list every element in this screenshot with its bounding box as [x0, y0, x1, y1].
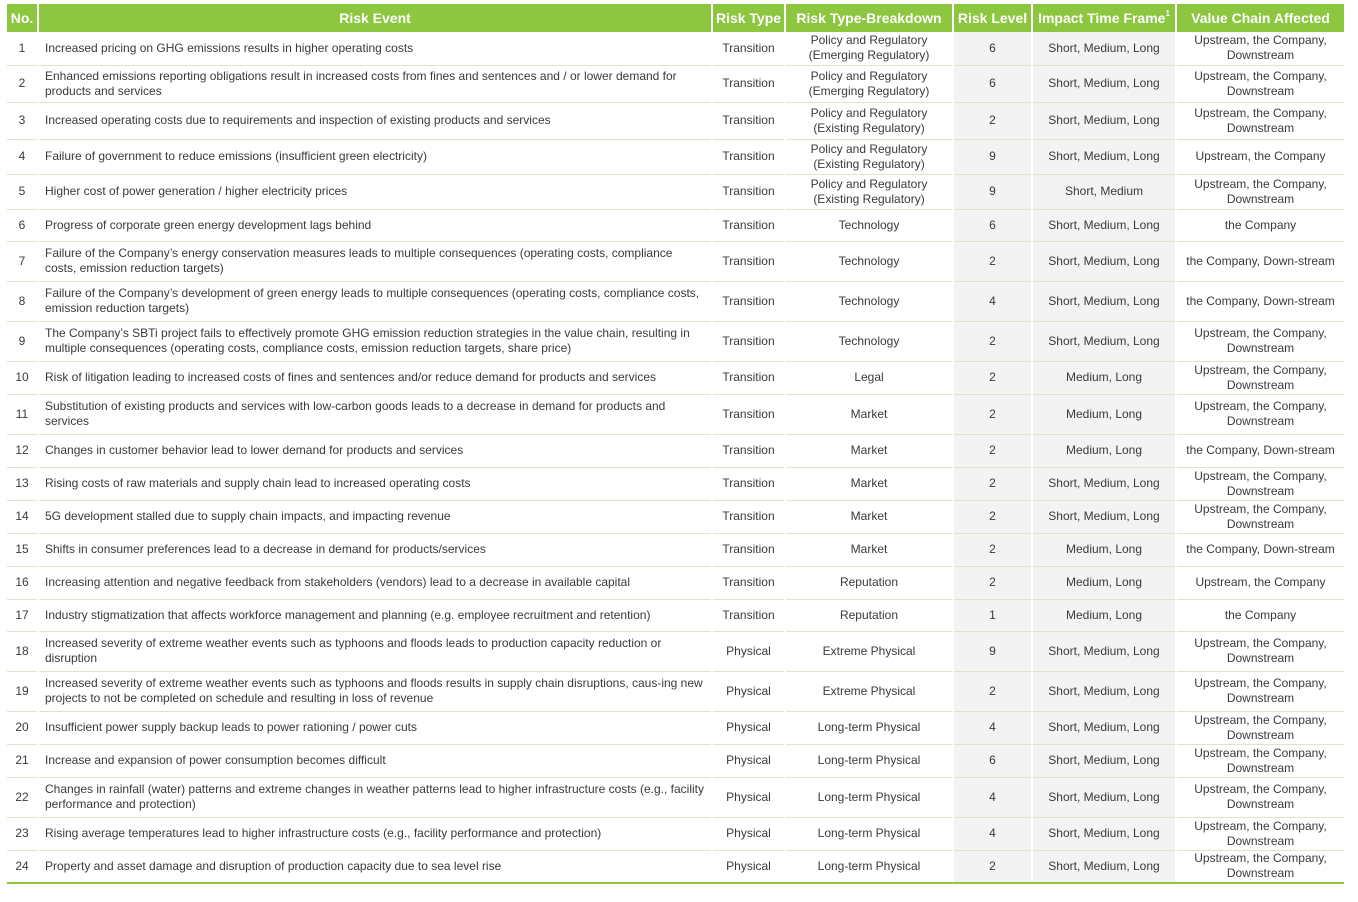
risk-breakdown-cell: Policy and Regulatory (Emerging Regulatory) — [785, 32, 953, 65]
risk-type-cell: Physical — [712, 777, 785, 817]
table-row — [7, 209, 1344, 241]
risk-level-cell: 1 — [953, 599, 1032, 631]
risk-level-cell: 4 — [953, 817, 1032, 850]
risk-breakdown-cell: Policy and Regulatory (Emerging Regulatory) — [785, 65, 953, 102]
value-chain-cell: Upstream, the Company, Downstream — [1176, 671, 1344, 711]
table-row — [7, 777, 1344, 817]
table-row — [7, 631, 1344, 671]
risk-level-cell: 4 — [953, 777, 1032, 817]
risk-level-cell: 2 — [953, 850, 1032, 883]
value-chain-cell: Upstream, the Company, Downstream — [1176, 711, 1344, 744]
table-row — [7, 566, 1344, 599]
value-chain-cell: Upstream, the Company, Downstream — [1176, 850, 1344, 883]
row-number: 19 — [7, 671, 38, 711]
row-number: 15 — [7, 533, 38, 566]
header-no: No. — [7, 4, 38, 32]
header-impact-time-frame — [1032, 4, 1176, 32]
table-header-row — [7, 4, 1344, 32]
risk-type-cell: Transition — [712, 241, 785, 281]
risk-type-cell: Transition — [712, 32, 785, 65]
risk-breakdown-cell: Long-term Physical — [785, 817, 953, 850]
impact-time-frame-cell: Short, Medium, Long — [1032, 102, 1176, 139]
risk-level-cell: 2 — [953, 566, 1032, 599]
row-number: 20 — [7, 711, 38, 744]
risk-event-cell: Increased severity of extreme weather events such as typhoons and floods results in supply chain disruptions, caus-ing new projects to not be completed on schedule and resulting in loss of revenue — [38, 671, 712, 711]
risk-event-cell: Enhanced emissions reporting obligations result in increased costs from fines and sentences and / or lower demand for products and services — [38, 65, 712, 102]
value-chain-cell: Upstream, the Company, Downstream — [1176, 631, 1344, 671]
risk-event-cell: Increased severity of extreme weather events such as typhoons and floods leads to production capacity reduction or disruption — [38, 631, 712, 671]
table-row — [7, 394, 1344, 434]
table-row — [7, 434, 1344, 467]
impact-time-frame-cell: Medium, Long — [1032, 599, 1176, 631]
risk-breakdown-cell: Market — [785, 434, 953, 467]
row-number: 21 — [7, 744, 38, 777]
header-impact-time-frame-label: Impact Time Frame — [1038, 10, 1166, 26]
impact-time-frame-cell: Short, Medium, Long — [1032, 321, 1176, 361]
risk-level-cell: 2 — [953, 241, 1032, 281]
value-chain-cell: Upstream, the Company, Downstream — [1176, 65, 1344, 102]
impact-time-frame-cell: Short, Medium, Long — [1032, 32, 1176, 65]
value-chain-cell: Upstream, the Company, Downstream — [1176, 744, 1344, 777]
value-chain-cell: the Company — [1176, 209, 1344, 241]
table-row — [7, 533, 1344, 566]
impact-time-frame-cell: Short, Medium, Long — [1032, 65, 1176, 102]
risk-breakdown-cell: Extreme Physical — [785, 671, 953, 711]
value-chain-cell: Upstream, the Company, Downstream — [1176, 817, 1344, 850]
table-row — [7, 65, 1344, 102]
value-chain-cell: Upstream, the Company, Downstream — [1176, 777, 1344, 817]
header-risk-event: Risk Event — [38, 4, 712, 32]
risk-event-cell: Changes in customer behavior lead to lower demand for products and services — [38, 434, 712, 467]
row-number: 16 — [7, 566, 38, 599]
risk-event-cell: Failure of the Company’s energy conservation measures leads to multiple consequences (operating costs, compliance costs, emission reduction targets) — [38, 241, 712, 281]
value-chain-cell: the Company — [1176, 599, 1344, 631]
table-row — [7, 744, 1344, 777]
impact-time-frame-cell: Short, Medium — [1032, 174, 1176, 209]
risk-type-cell: Transition — [712, 394, 785, 434]
risk-event-cell: Rising average temperatures lead to higher infrastructure costs (e.g., facility performance and protection) — [38, 817, 712, 850]
risk-breakdown-cell: Technology — [785, 321, 953, 361]
value-chain-cell: Upstream, the Company — [1176, 566, 1344, 599]
risk-event-cell: Progress of corporate green energy development lags behind — [38, 209, 712, 241]
impact-time-frame-cell: Short, Medium, Long — [1032, 817, 1176, 850]
impact-time-frame-cell: Medium, Long — [1032, 361, 1176, 394]
row-number: 3 — [7, 102, 38, 139]
risk-level-cell: 2 — [953, 467, 1032, 500]
table-row — [7, 711, 1344, 744]
risk-event-cell: Industry stigmatization that affects workforce management and planning (e.g. employee recruitment and retention) — [38, 599, 712, 631]
impact-time-frame-cell: Medium, Long — [1032, 394, 1176, 434]
risk-level-cell: 2 — [953, 361, 1032, 394]
table-row — [7, 321, 1344, 361]
risk-level-cell: 2 — [953, 394, 1032, 434]
risk-breakdown-cell: Market — [785, 467, 953, 500]
risk-level-cell: 2 — [953, 102, 1032, 139]
risk-level-cell: 9 — [953, 174, 1032, 209]
risk-event-cell: Increased operating costs due to requirements and inspection of existing products and services — [38, 102, 712, 139]
value-chain-cell: the Company, Down-stream — [1176, 434, 1344, 467]
risk-type-cell: Physical — [712, 671, 785, 711]
risk-level-cell: 6 — [953, 744, 1032, 777]
risk-event-cell: 5G development stalled due to supply chain impacts, and impacting revenue — [38, 500, 712, 533]
risk-event-cell: Increasing attention and negative feedback from stakeholders (vendors) lead to a decrease in available capital — [38, 566, 712, 599]
row-number: 11 — [7, 394, 38, 434]
impact-time-frame-cell: Medium, Long — [1032, 434, 1176, 467]
table-row — [7, 850, 1344, 883]
row-number: 13 — [7, 467, 38, 500]
impact-time-frame-cell: Short, Medium, Long — [1032, 500, 1176, 533]
risk-event-cell: Substitution of existing products and services with low-carbon goods leads to a decrease in demand for products and services — [38, 394, 712, 434]
row-number: 17 — [7, 599, 38, 631]
row-number: 6 — [7, 209, 38, 241]
risk-breakdown-cell: Technology — [785, 209, 953, 241]
table-row — [7, 139, 1344, 174]
risk-breakdown-cell: Long-term Physical — [785, 744, 953, 777]
risk-event-cell: Changes in rainfall (water) patterns and extreme changes in weather patterns lead to higher infrastructure costs (e.g., facility performance and protection) — [38, 777, 712, 817]
value-chain-cell: Upstream, the Company, Downstream — [1176, 361, 1344, 394]
impact-time-frame-cell: Short, Medium, Long — [1032, 671, 1176, 711]
risk-level-cell: 2 — [953, 671, 1032, 711]
risk-level-cell: 2 — [953, 500, 1032, 533]
value-chain-cell: Upstream, the Company, Downstream — [1176, 394, 1344, 434]
impact-time-frame-cell: Short, Medium, Long — [1032, 631, 1176, 671]
risk-type-cell: Physical — [712, 711, 785, 744]
table-row — [7, 102, 1344, 139]
risk-breakdown-cell: Extreme Physical — [785, 631, 953, 671]
risk-type-cell: Transition — [712, 566, 785, 599]
table-row — [7, 500, 1344, 533]
value-chain-cell: Upstream, the Company, Downstream — [1176, 500, 1344, 533]
risk-event-cell: Increased pricing on GHG emissions results in higher operating costs — [38, 32, 712, 65]
impact-time-frame-cell: Short, Medium, Long — [1032, 711, 1176, 744]
risk-event-cell: The Company’s SBTi project fails to effectively promote GHG emission reduction strategies in the value chain, resulting in multiple consequences (operating costs, compliance costs, emission reduction targets, share price) — [38, 321, 712, 361]
risk-level-cell: 2 — [953, 533, 1032, 566]
risk-breakdown-cell: Long-term Physical — [785, 850, 953, 883]
row-number: 2 — [7, 65, 38, 102]
risk-breakdown-cell: Policy and Regulatory (Existing Regulatory) — [785, 102, 953, 139]
risk-event-cell: Insufficient power supply backup leads to power rationing / power cuts — [38, 711, 712, 744]
value-chain-cell: the Company, Down-stream — [1176, 241, 1344, 281]
risk-type-cell: Transition — [712, 434, 785, 467]
risk-type-cell: Physical — [712, 631, 785, 671]
value-chain-cell: Upstream, the Company, Downstream — [1176, 102, 1344, 139]
risk-type-cell: Transition — [712, 321, 785, 361]
risk-breakdown-cell: Market — [785, 500, 953, 533]
risk-type-cell: Transition — [712, 209, 785, 241]
risk-event-cell: Higher cost of power generation / higher electricity prices — [38, 174, 712, 209]
header-risk-type-breakdown: Risk Type-Breakdown — [785, 4, 953, 32]
impact-time-frame-cell: Short, Medium, Long — [1032, 139, 1176, 174]
value-chain-cell: Upstream, the Company, Downstream — [1176, 467, 1344, 500]
risk-type-cell: Transition — [712, 500, 785, 533]
impact-time-frame-cell: Short, Medium, Long — [1032, 850, 1176, 883]
header-value-chain-affected: Value Chain Affected — [1176, 4, 1344, 32]
table-row — [7, 467, 1344, 500]
value-chain-cell: Upstream, the Company, Downstream — [1176, 321, 1344, 361]
risk-type-cell: Transition — [712, 599, 785, 631]
risk-level-cell: 2 — [953, 434, 1032, 467]
impact-time-frame-cell: Medium, Long — [1032, 566, 1176, 599]
row-number: 1 — [7, 32, 38, 65]
row-number: 4 — [7, 139, 38, 174]
table-row — [7, 241, 1344, 281]
table-row — [7, 671, 1344, 711]
risk-event-cell: Failure of the Company’s development of green energy leads to multiple consequences (operating costs, compliance costs, emission reduction targets) — [38, 281, 712, 321]
risk-level-cell: 4 — [953, 281, 1032, 321]
risk-event-cell: Shifts in consumer preferences lead to a decrease in demand for products/services — [38, 533, 712, 566]
risk-event-cell: Failure of government to reduce emissions (insufficient green electricity) — [38, 139, 712, 174]
risk-type-cell: Transition — [712, 65, 785, 102]
table-row — [7, 281, 1344, 321]
footnote-marker: 1 — [1165, 9, 1170, 18]
row-number: 24 — [7, 850, 38, 883]
impact-time-frame-cell: Short, Medium, Long — [1032, 467, 1176, 500]
risk-level-cell: 9 — [953, 631, 1032, 671]
risk-breakdown-cell: Long-term Physical — [785, 777, 953, 817]
risk-table — [7, 4, 1344, 884]
risk-breakdown-cell: Market — [785, 394, 953, 434]
risk-level-cell: 6 — [953, 32, 1032, 65]
row-number: 7 — [7, 241, 38, 281]
impact-time-frame-cell: Short, Medium, Long — [1032, 241, 1176, 281]
table-row — [7, 361, 1344, 394]
row-number: 22 — [7, 777, 38, 817]
row-number: 9 — [7, 321, 38, 361]
value-chain-cell: Upstream, the Company, Downstream — [1176, 32, 1344, 65]
risk-event-cell: Property and asset damage and disruption of production capacity due to sea level rise — [38, 850, 712, 883]
risk-event-cell: Risk of litigation leading to increased costs of fines and sentences and/or reduce demand for products and services — [38, 361, 712, 394]
risk-level-cell: 4 — [953, 711, 1032, 744]
risk-level-cell: 9 — [953, 139, 1032, 174]
risk-breakdown-cell: Technology — [785, 241, 953, 281]
value-chain-cell: Upstream, the Company, Downstream — [1176, 174, 1344, 209]
risk-breakdown-cell: Market — [785, 533, 953, 566]
table-row — [7, 174, 1344, 209]
risk-breakdown-cell: Reputation — [785, 566, 953, 599]
risk-type-cell: Transition — [712, 102, 785, 139]
row-number: 14 — [7, 500, 38, 533]
risk-type-cell: Transition — [712, 467, 785, 500]
table-row — [7, 32, 1344, 65]
risk-type-cell: Physical — [712, 744, 785, 777]
header-risk-type: Risk Type — [712, 4, 785, 32]
row-number: 23 — [7, 817, 38, 850]
value-chain-cell: the Company, Down-stream — [1176, 281, 1344, 321]
impact-time-frame-cell: Short, Medium, Long — [1032, 281, 1176, 321]
risk-level-cell: 6 — [953, 65, 1032, 102]
table-row — [7, 817, 1344, 850]
row-number: 18 — [7, 631, 38, 671]
impact-time-frame-cell: Short, Medium, Long — [1032, 209, 1176, 241]
risk-type-cell: Transition — [712, 533, 785, 566]
row-number: 5 — [7, 174, 38, 209]
risk-breakdown-cell: Legal — [785, 361, 953, 394]
risk-type-cell: Transition — [712, 139, 785, 174]
risk-type-cell: Transition — [712, 361, 785, 394]
impact-time-frame-cell: Medium, Long — [1032, 533, 1176, 566]
risk-level-cell: 2 — [953, 321, 1032, 361]
risk-type-cell: Transition — [712, 281, 785, 321]
risk-breakdown-cell: Technology — [785, 281, 953, 321]
risk-table-body — [7, 32, 1344, 883]
value-chain-cell: Upstream, the Company — [1176, 139, 1344, 174]
row-number: 10 — [7, 361, 38, 394]
risk-breakdown-cell: Long-term Physical — [785, 711, 953, 744]
risk-level-cell: 6 — [953, 209, 1032, 241]
header-risk-level: Risk Level — [953, 4, 1032, 32]
risk-breakdown-cell: Policy and Regulatory (Existing Regulatory) — [785, 139, 953, 174]
risk-event-cell: Increase and expansion of power consumption becomes difficult — [38, 744, 712, 777]
row-number: 12 — [7, 434, 38, 467]
risk-type-cell: Physical — [712, 850, 785, 883]
risk-breakdown-cell: Reputation — [785, 599, 953, 631]
impact-time-frame-cell: Short, Medium, Long — [1032, 777, 1176, 817]
risk-type-cell: Physical — [712, 817, 785, 850]
row-number: 8 — [7, 281, 38, 321]
impact-time-frame-cell: Short, Medium, Long — [1032, 744, 1176, 777]
risk-type-cell: Transition — [712, 174, 785, 209]
risk-event-cell: Rising costs of raw materials and supply chain lead to increased operating costs — [38, 467, 712, 500]
value-chain-cell: the Company, Down-stream — [1176, 533, 1344, 566]
risk-breakdown-cell: Policy and Regulatory (Existing Regulatory) — [785, 174, 953, 209]
table-row — [7, 599, 1344, 631]
